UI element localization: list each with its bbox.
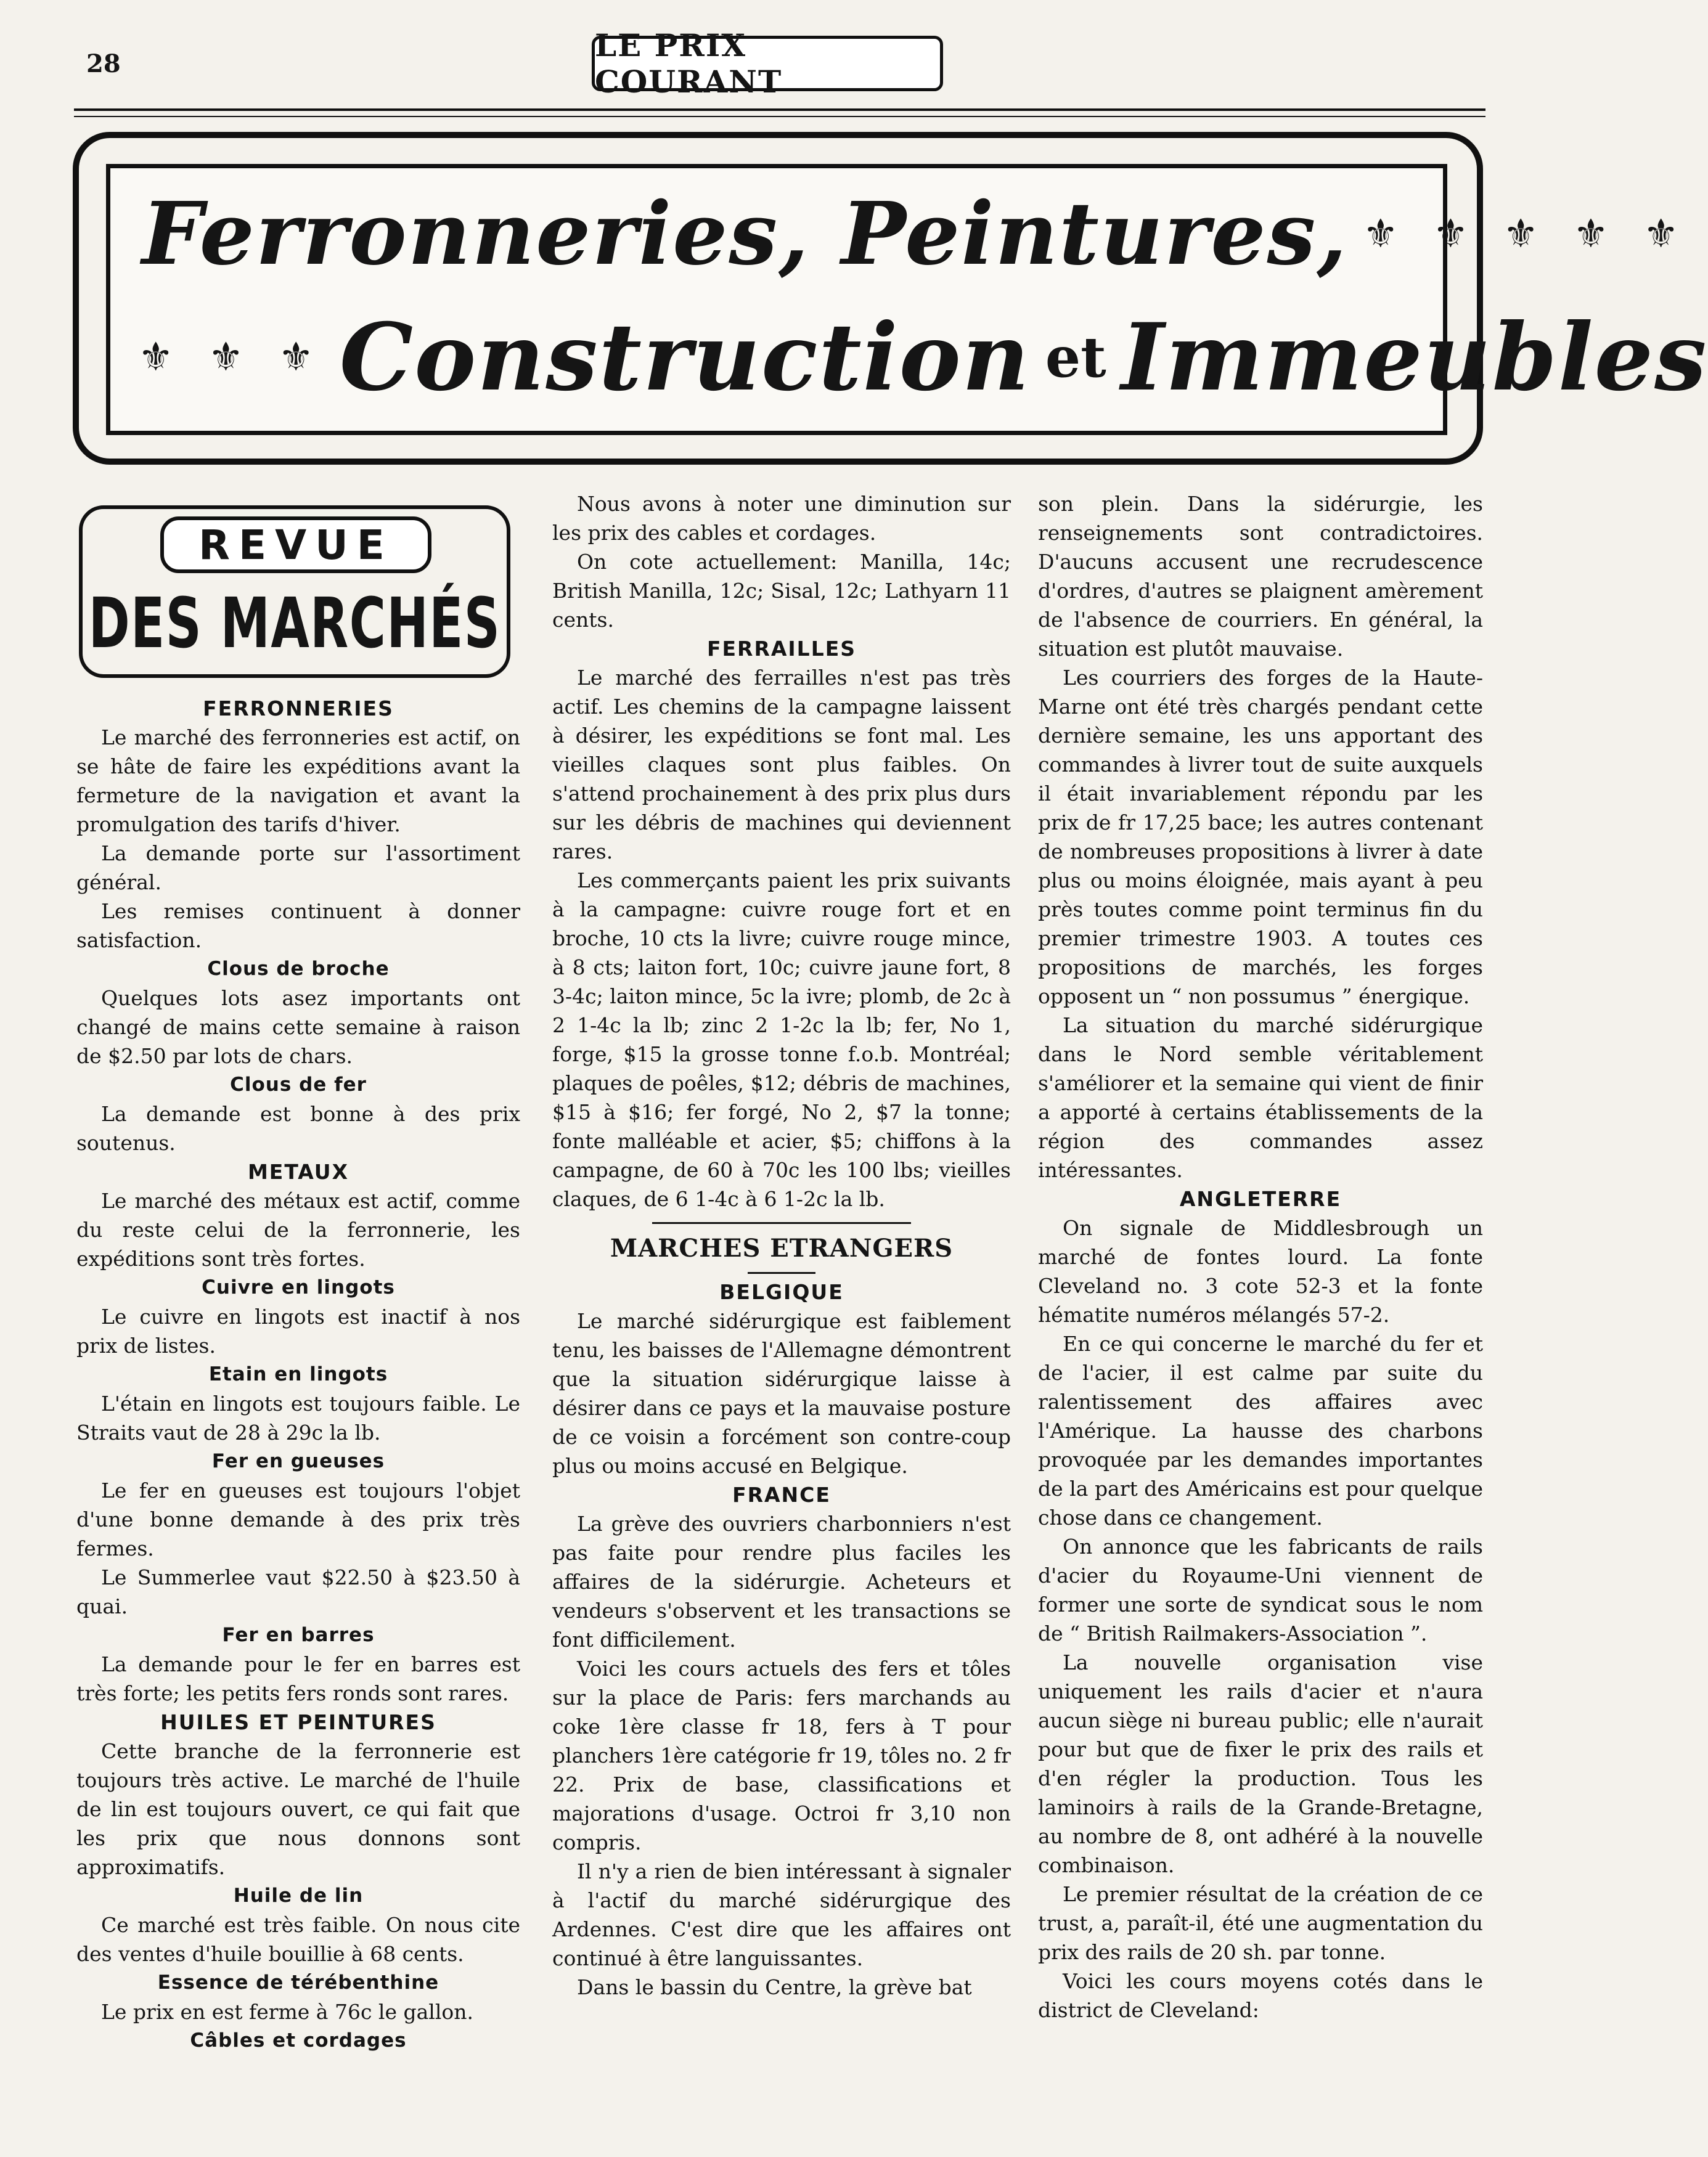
column-left	[76, 694, 520, 2055]
subsection-heading: Fer en barres	[222, 1624, 375, 1646]
paragraph: Le marché sidérurgique est faiblement tenu, les baisses de l'Allemagne démontrent que la situation sidérurgique laisse à désirer dans ce pays et la mauvaise posture de ce voisin a forcément son contre-coup plus ou moins accusé en Belgique.	[552, 1309, 1011, 1478]
header-rule	[74, 108, 1485, 111]
fleur-de-lis-icon: ⚜ ⚜ ⚜ ⚜ ⚜	[1363, 211, 1690, 257]
paragraph: L'étain en lingots est toujours faible. Le Straits vaut de 28 à 29c la lb.	[76, 1392, 520, 1445]
subsection-heading: Cuivre en lingots	[202, 1276, 395, 1299]
paragraph: La demande porte sur l'assortiment général.	[76, 841, 520, 894]
paragraph: Les remises continuent à donner satisfaction.	[76, 899, 520, 952]
paragraph: Cette branche de la ferronnerie est toujours très active. Le marché de l'huile de lin est toujours ouvert, ce qui fait que les prix que nous donnons sont approximatifs.	[76, 1739, 520, 1879]
paragraph: Le Summerlee vaut $22.50 à $23.50 à quai.	[76, 1565, 520, 1618]
paragraph: Le premier résultat de la création de ce trust, a, paraît-il, été une augmentation du prix des rails de 20 sh. par tonne.	[1038, 1882, 1483, 1964]
subsection-heading: Clous de fer	[230, 1074, 367, 1096]
section-divider	[652, 1222, 911, 1224]
paragraph: Les commerçants paient les prix suivants à la campagne: cuivre rouge fort et en broche, 10 cts la livre; cuivre rouge mince, à 8 cts; laiton fort, 10c; cuivre jaune fort, 8 3-4c; laiton mince, 5c la ivre; plomb, de 2c à 2 1-4c la lb; zinc 2 1-2c la lb; fer, No 1, forge, $15 la grosse tonne f.o.b. Montréal; plaques de poêles, $12; débris de machines, $15 à $16; fer forgé, No 2, $7 la tonne; fonte malléable et acier, $5; chiffons à la campagne, de 60 à 70c les 100 lbs; vieilles claques, de 6 1-4c à 6 1-2c la lb.	[552, 868, 1011, 1211]
section-heading: FERRAILLES	[706, 637, 857, 661]
subsection-heading: Huile de lin	[233, 1885, 364, 1907]
revue-logo-top: REVUE	[160, 516, 431, 573]
column-right	[1038, 489, 1483, 2024]
paragraph: Ce marché est très faible. On nous cite des ventes d'huile bouillie à 68 cents.	[76, 1913, 520, 1966]
section-heading: HUILES ET PEINTURES	[160, 1710, 436, 1734]
section-divider-short	[748, 1272, 815, 1274]
paragraph: La demande pour le fer en barres est très forte; les petits fers ronds sont rares.	[76, 1652, 520, 1705]
paragraph: Les courriers des forges de la Haute-Marne ont été très chargés pendant cette dernière semaine, les uns apportant des commandes à livrer tout de suite auxquels il était invariablement répondu par les prix de fr 17,25 bace; les autres contenant de nombreuses propositions à livrer à date plus ou moins éloignée, mais ayant à peu près toutes comme point terminus fin du premier trimestre 1903. A toutes ces propositions de marchés, les forges opposent un “ non possumus ” énergique.	[1038, 666, 1483, 1008]
section-heading: BELGIQUE	[719, 1280, 844, 1304]
banner-title-1: Ferronneries, Peintures,	[142, 184, 1349, 285]
paragraph: On signale de Middlesbrough un marché de fontes lourd. La fonte Cleveland no. 3 cote 52-3 et la fonte hématite numéros mélangés 57-2.	[1038, 1216, 1483, 1327]
fleur-de-lis-icon: ⚜ ⚜ ⚜	[138, 335, 325, 380]
banner-line-1	[142, 184, 1690, 285]
paragraph: Il n'y a rien de bien intéressant à signaler à l'actif du marché sidérurgique des Ardennes. C'est dire que les affaires ont continué à être languissantes.	[552, 1859, 1011, 1970]
subsection-heading: Etain en lingots	[208, 1363, 388, 1385]
banner-title-construction: Construction	[339, 303, 1031, 412]
section-title: MARCHES ETRANGERS	[610, 1234, 954, 1263]
paragraph: La nouvelle organisation vise uniquement les rails d'acier et n'aura aucun siège ni bureau public; elle n'aurait pour but que de fixer le prix des rails et d'en régler la production. Tous les laminoirs à rails de la Grande-Bretagne, au nombre de 8, ont adhéré à la nouvelle combinaison.	[1038, 1650, 1483, 1877]
section-heading: ANGLETERRE	[1179, 1187, 1342, 1211]
paragraph: Voici les cours actuels des fers et tôles sur la place de Paris: fers marchands au coke 1ère classe fr 18, fers à T pour planchers 1ère catégorie fr 19, tôles no. 2 fr 22. Prix de base, classifications et majorations d'usage. Octroi fr 3,10 non compris.	[552, 1657, 1011, 1854]
section-heading: FERRONNERIES	[203, 696, 394, 720]
paragraph: La grève des ouvriers charbonniers n'est pas faite pour rendre plus faciles les affaires de la sidérurgie. Acheteurs et vendeurs s'observent et les transactions se font difficilement.	[552, 1512, 1011, 1652]
paragraph: Le marché des ferronneries est actif, on se hâte de faire les expéditions avant la fermeture de la navigation et avant la promulgation des tarifs d'hiver.	[76, 725, 520, 836]
subsection-heading: Clous de broche	[207, 958, 390, 980]
revue-logo-bottom: DES MARCHÉS	[88, 584, 501, 664]
banner-conjunction: et	[1045, 325, 1106, 390]
page-number: 28	[86, 49, 121, 78]
paragraph: Le fer en gueuses est toujours l'objet d'une bonne demande à des prix très fermes.	[76, 1478, 520, 1560]
paragraph: La demande est bonne à des prix soutenus.	[76, 1102, 520, 1155]
paragraph: La situation du marché sidérurgique dans le Nord semble véritablement s'améliorer et la semaine qui vient de finir a apporté à certains établissements de la région des commandes assez intéressantes.	[1038, 1013, 1483, 1182]
paragraph: Dans le bassin du Centre, la grève bat	[577, 1975, 972, 1999]
banner-line-2	[123, 302, 1708, 413]
paragraph: En ce qui concerne le marché du fer et de l'acier, il est calme par suite du ralentissement des affaires avec l'Amérique. La hausse des charbons provoquée par les demandes importantes de la part des Américains est pour quelque chose dans ce changement.	[1038, 1332, 1483, 1530]
paragraph: Le marché des métaux est actif, comme du reste celui de la ferronnerie, les expéditions sont très fortes.	[76, 1189, 520, 1271]
subsection-heading: Câbles et cordages	[190, 2029, 407, 2052]
paragraph: Voici les cours moyens cotés dans le district de Cleveland:	[1038, 1969, 1483, 2022]
paragraph: Nous avons à noter une diminution sur les prix des cables et cordages.	[552, 492, 1011, 545]
paragraph: Le prix en est ferme à 76c le gallon.	[101, 2000, 474, 2024]
paragraph: son plein. Dans la sidérurgie, les renseignements sont contradictoires. D'aucuns accusent une recrudescence d'ordres, d'autres se plaignent amèrement de l'absence de courriers. En général, la situation est plutôt mauvaise.	[1038, 492, 1483, 661]
paragraph: On annonce que les fabricants de rails d'acier du Royaume-Uni viennent de former une sorte de syndicat sous le nom de “ British Railmakers-Association ”.	[1038, 1535, 1483, 1645]
paragraph: Le cuivre en lingots est inactif à nos prix de listes.	[76, 1305, 520, 1358]
banner-title-immeubles: Immeubles	[1121, 303, 1708, 412]
column-middle	[552, 489, 1011, 2002]
section-heading: FRANCE	[732, 1483, 831, 1507]
paragraph: Quelques lots asez importants ont changé de mains cette semaine à raison de $2.50 par lots de chars.	[76, 986, 520, 1068]
section-heading: METAUX	[247, 1160, 349, 1184]
paragraph: On cote actuellement: Manilla, 14c; British Manilla, 12c; Sisal, 12c; Lathyarn 11 cents.	[552, 550, 1011, 632]
masthead-logo: LE PRIX COURANT	[592, 36, 943, 91]
subsection-heading: Essence de térébenthine	[157, 1971, 439, 1994]
subsection-heading: Fer en gueuses	[211, 1450, 385, 1472]
paragraph: Le marché des ferrailles n'est pas très actif. Les chemins de la campagne laissent à désirer, les expéditions se font mal. Les vieilles claques sont plus faibles. On s'attend prochainement à des prix plus durs sur les débris de machines qui deviennent rares.	[552, 666, 1011, 863]
header-rule-thin	[74, 116, 1485, 117]
